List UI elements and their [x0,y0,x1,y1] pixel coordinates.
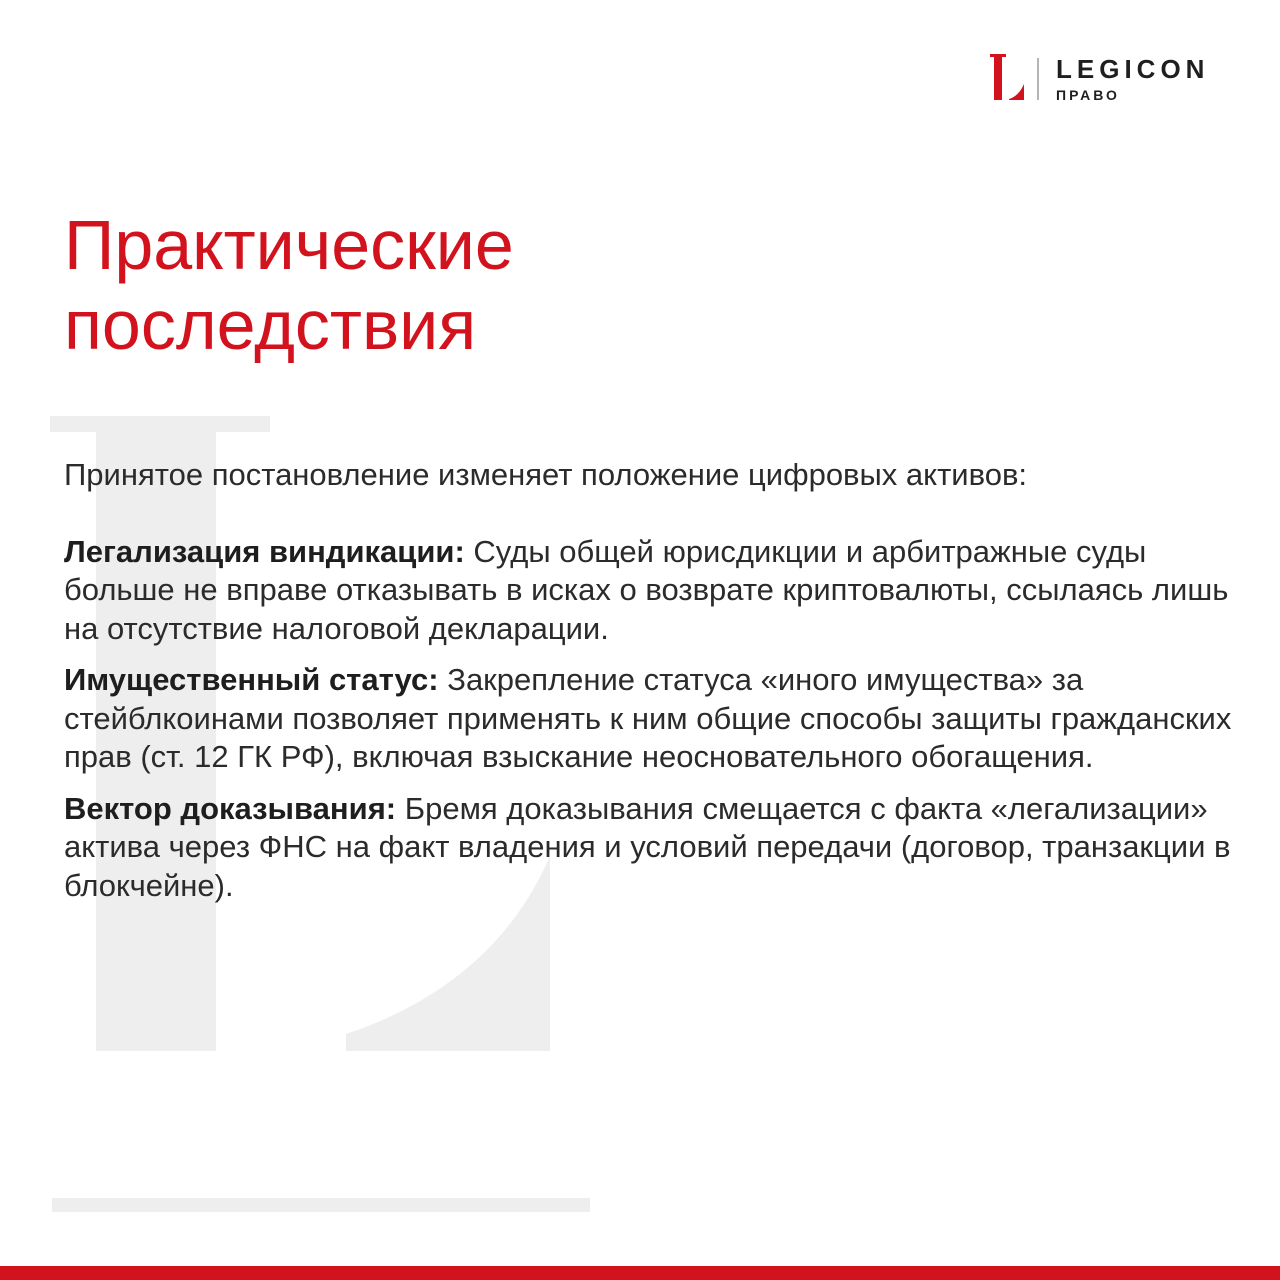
brand-name: LEGICON [1056,54,1210,84]
watermark-underline [52,1198,590,1212]
point-title: Легализация виндикации: [64,533,465,569]
point-legalization [64,533,1234,649]
legicon-l-logo-icon [990,54,1026,102]
page-title-line-2: последствия [64,286,477,364]
point-title: Имущественный статус: [64,662,439,697]
point-property-status [64,661,1234,777]
point-text: Закрепление статуса «иного имущества» за стейблкоинами позволяет применять к ним общие способы защиты гражданских прав (ст. 12 ГК РФ), включая взыскание неосновательного обогащения. [64,662,1232,774]
brand-subtitle: ПРАВО [1056,87,1120,103]
brand-logo [990,54,1250,104]
footer-accent-bar [0,1266,1280,1280]
intro-text: Принятое постановление изменяет положение цифровых активов: [64,457,1028,492]
main-content [64,456,1234,918]
page-title-line-1: Практические [64,206,514,284]
point-title: Вектор доказывания: [64,790,397,826]
page-title [64,205,964,365]
point-text: Суды общей юрисдикции и арбитражные суды больше не вправе отказывать в исках о возврате криптовалюты, ссылаясь лишь на отсутствие налоговой декларации. [64,533,1229,646]
point-proof-vector [64,790,1234,906]
point-text: Бремя доказывания смещается с факта «легализации» актива через ФНС на факт владения и условий передачи (договор, транзакции в блокчейне). [64,790,1231,903]
logo-divider [1037,58,1039,100]
